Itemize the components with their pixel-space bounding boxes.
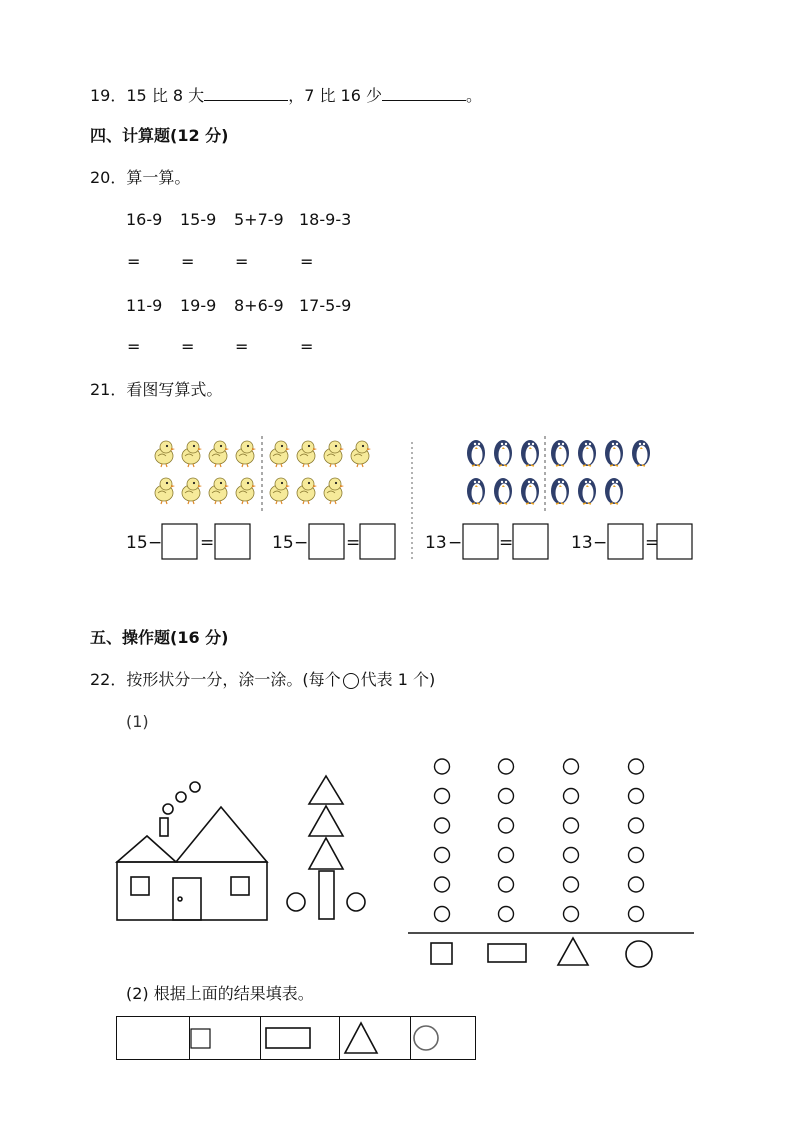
table-cell-blank: [117, 1017, 190, 1060]
answer-box[interactable]: [608, 524, 643, 559]
bar-graph-circle[interactable]: [499, 818, 514, 833]
chick-icon: [209, 441, 229, 467]
answer-box[interactable]: [360, 524, 395, 559]
circle-icon: [626, 941, 652, 967]
tree-triangle[interactable]: [309, 806, 343, 836]
table-cell-square[interactable]: [190, 1017, 261, 1060]
q20-text: 算一算。: [126, 168, 191, 187]
q20-expr: 17-5-9: [299, 296, 352, 315]
chick-icon: [270, 441, 290, 467]
q20-equals[interactable]: =: [235, 337, 249, 356]
bar-graph-circle[interactable]: [435, 877, 450, 892]
table-cell-triangle[interactable]: [340, 1017, 411, 1060]
q20-equals[interactable]: =: [235, 252, 249, 271]
q19-mid: ，7 比 16 少: [288, 86, 382, 105]
smoke-circle[interactable]: [190, 782, 200, 792]
q19-end: 。: [466, 86, 483, 105]
q22-sub1: (1): [126, 712, 149, 731]
chimney-rectangle[interactable]: [160, 818, 168, 836]
eq-minus: −: [593, 533, 608, 553]
q20-equals[interactable]: =: [181, 252, 195, 271]
bar-graph-circle[interactable]: [435, 759, 450, 774]
bar-graph-circle[interactable]: [499, 789, 514, 804]
q22-number: 22．: [90, 670, 127, 689]
bar-graph-circle[interactable]: [499, 877, 514, 892]
q20-expr: 15-9: [180, 210, 217, 229]
chick-icon: [182, 478, 202, 504]
table-cell-circle[interactable]: [411, 1017, 476, 1060]
tree-triangle[interactable]: [309, 776, 343, 804]
window-square[interactable]: [131, 877, 149, 895]
answer-box[interactable]: [162, 524, 197, 559]
penguin-icon: [551, 440, 569, 466]
chick-icon: [297, 441, 317, 467]
penguin-icon: [521, 440, 539, 466]
bar-graph-circle[interactable]: [629, 818, 644, 833]
q19-number: 19．: [90, 86, 127, 105]
chick-icon: [155, 441, 175, 467]
house-picture: [117, 782, 267, 920]
chick-icon: [182, 441, 202, 467]
penguin-icon: [578, 478, 596, 504]
smoke-circle[interactable]: [163, 804, 173, 814]
eq-equals: =: [499, 533, 514, 553]
answer-box[interactable]: [657, 524, 692, 559]
q20-expr: 8+6-9: [234, 296, 284, 315]
eq-minus: −: [148, 533, 163, 553]
q20-equals[interactable]: =: [181, 337, 195, 356]
q20-expr: 19-9: [180, 296, 217, 315]
bar-graph-circle[interactable]: [499, 907, 514, 922]
penguin-icon: [578, 440, 596, 466]
eq-start: 13: [425, 533, 447, 553]
answer-box[interactable]: [463, 524, 498, 559]
bar-graph-labels: [431, 938, 652, 967]
bar-graph-circle[interactable]: [629, 789, 644, 804]
q22-text-b: 代表 1 个): [360, 670, 436, 689]
chick-icon: [155, 478, 175, 504]
chick-icon: [270, 478, 290, 504]
bar-graph-circles: [435, 759, 644, 922]
q20-expr: 5+7-9: [234, 210, 284, 229]
bar-graph-circle[interactable]: [629, 907, 644, 922]
small-circle-icon: [343, 673, 359, 689]
q20-equals[interactable]: =: [300, 337, 314, 356]
square-icon: [190, 1026, 214, 1050]
bar-graph-circle[interactable]: [629, 848, 644, 863]
q22-text-a: 按形状分一分，涂一涂。(每个: [126, 670, 341, 689]
chick-icon: [324, 441, 344, 467]
house-roof-big-triangle[interactable]: [176, 807, 267, 862]
bar-graph-circle[interactable]: [564, 848, 579, 863]
q20-equals[interactable]: =: [127, 252, 141, 271]
house-roof-small-triangle[interactable]: [117, 836, 176, 862]
eq-equals: =: [200, 533, 215, 553]
door-knob-circle[interactable]: [178, 897, 182, 901]
penguin-icon: [467, 478, 485, 504]
penguin-icon: [521, 478, 539, 504]
chick-icon: [351, 441, 371, 467]
bar-graph-circle[interactable]: [629, 877, 644, 892]
bar-graph-circle[interactable]: [629, 759, 644, 774]
bar-graph-circle[interactable]: [564, 877, 579, 892]
penguin-icon: [551, 478, 569, 504]
answer-box[interactable]: [309, 524, 344, 559]
section4-title: 四、计算题(12 分): [90, 126, 229, 145]
chick-icon: [236, 478, 256, 504]
q21-number: 21．: [90, 380, 127, 399]
penguin-icon: [605, 440, 623, 466]
eq-minus: −: [448, 533, 463, 553]
eq-equals: =: [645, 533, 660, 553]
penguin-icon: [467, 440, 485, 466]
penguin-icon: [605, 478, 623, 504]
bar-graph-circle[interactable]: [435, 818, 450, 833]
q22-result-table: [116, 1016, 476, 1060]
chick-icon: [236, 441, 256, 467]
bar-graph-circle[interactable]: [435, 907, 450, 922]
tree-picture: [287, 776, 365, 919]
eq-start: 15: [272, 533, 294, 553]
tree-triangle[interactable]: [309, 838, 343, 869]
rectangle-icon: [265, 1026, 313, 1050]
smoke-circle[interactable]: [176, 792, 186, 802]
q20-expr: 18-9-3: [299, 210, 352, 229]
answer-box[interactable]: [513, 524, 548, 559]
q20-number: 20．: [90, 168, 127, 187]
bar-graph-circle[interactable]: [564, 818, 579, 833]
rectangle-icon: [488, 944, 526, 962]
bar-graph-circle[interactable]: [499, 759, 514, 774]
bar-graph-circle[interactable]: [435, 848, 450, 863]
chick-icon: [209, 478, 229, 504]
q21-text: 看图写算式。: [126, 380, 223, 399]
house-body-rectangle[interactable]: [117, 862, 267, 920]
bar-graph-circle[interactable]: [564, 907, 579, 922]
chick-icon: [324, 478, 344, 504]
bar-graph-circle[interactable]: [564, 789, 579, 804]
triangle-icon: [343, 1021, 381, 1055]
circle-icon: [411, 1023, 441, 1053]
q20-equals[interactable]: =: [127, 337, 141, 356]
loose-circle[interactable]: [347, 893, 365, 911]
loose-circle[interactable]: [287, 893, 305, 911]
eq-equals: =: [346, 533, 361, 553]
tree-trunk-rectangle[interactable]: [319, 871, 334, 919]
chick-icon: [297, 478, 317, 504]
q19-part1: 15 比 8 大: [126, 86, 205, 105]
eq-start: 15: [126, 533, 148, 553]
bar-graph-circle[interactable]: [499, 848, 514, 863]
window-square[interactable]: [231, 877, 249, 895]
door-rectangle[interactable]: [173, 878, 201, 920]
q20-expr: 11-9: [126, 296, 163, 315]
square-icon: [431, 943, 452, 964]
bar-graph-circle[interactable]: [564, 759, 579, 774]
table-cell-rectangle[interactable]: [261, 1017, 340, 1060]
q20-expr: 16-9: [126, 210, 163, 229]
penguin-icon: [494, 478, 512, 504]
bar-graph-circle[interactable]: [435, 789, 450, 804]
answer-box[interactable]: [215, 524, 250, 559]
eq-minus: −: [294, 533, 309, 553]
q22-sub2: (2) 根据上面的结果填表。: [126, 984, 314, 1003]
table-row: [117, 1017, 476, 1060]
q20-equals[interactable]: =: [300, 252, 314, 271]
eq-start: 13: [571, 533, 593, 553]
triangle-icon: [558, 938, 588, 965]
q22-title: [90, 670, 435, 690]
penguin-icon: [494, 440, 512, 466]
penguin-icon: [632, 440, 650, 466]
section5-title: 五、操作题(16 分): [90, 628, 229, 647]
